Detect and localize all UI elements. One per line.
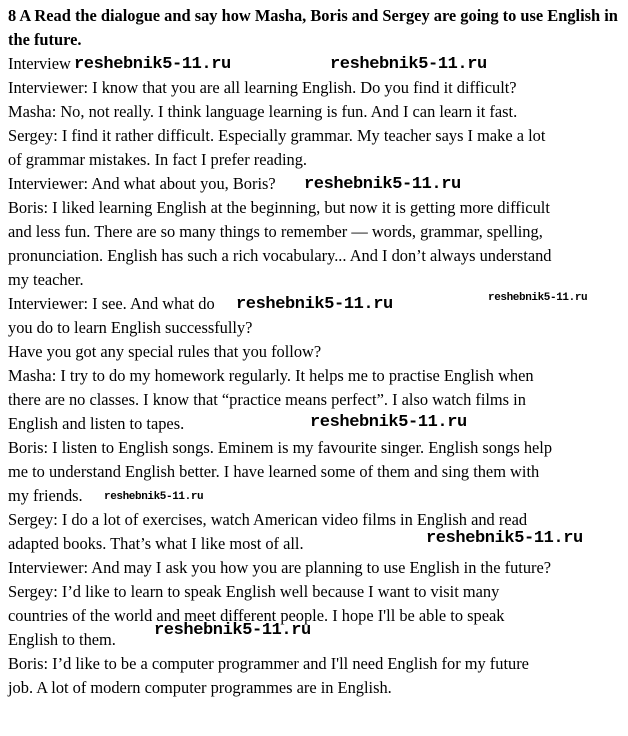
document-page xyxy=(8,4,620,700)
dialogue-line: Interviewer: And what about you, Boris? xyxy=(8,174,276,193)
dialogue-line: me to understand English better. I have learned some of them and sing them with xyxy=(8,462,540,481)
dialogue-line: and less fun. There are so many things to remember — words, grammar, spelling, xyxy=(8,222,543,241)
watermark: reshebnik5-11.ru xyxy=(236,295,393,314)
dialogue-line: you do to learn English successfully? xyxy=(8,318,253,337)
dialogue-line: Sergey: I do a lot of exercises, watch American video films in English and read xyxy=(8,510,528,529)
dialogue-line: Interview xyxy=(8,54,71,73)
dialogue-line: Masha: No, not really. I think language learning is fun. And I can learn it fast. xyxy=(8,102,518,121)
dialogue xyxy=(8,52,620,700)
dialogue-line: Sergey: I find it rather difficult. Especially grammar. My teacher says I make a lot xyxy=(8,126,546,145)
dialogue-line: Sergey: I’d like to learn to speak English well because I want to visit many xyxy=(8,582,500,601)
dialogue-line: Boris: I’d like to be a computer programmer and I'll need English for my future xyxy=(8,654,529,673)
dialogue-line: Interviewer: I see. And what do xyxy=(8,294,215,313)
dialogue-line: English to them. xyxy=(8,630,116,649)
watermark: reshebnik5-11.ru xyxy=(310,413,467,432)
dialogue-line: Interviewer: I know that you are all learning English. Do you find it difficult? xyxy=(8,78,517,97)
watermark: reshebnik5-11.ru xyxy=(154,621,311,640)
watermark: reshebnik5-11.ru xyxy=(426,529,583,548)
dialogue-line: English and listen to tapes. xyxy=(8,414,185,433)
dialogue-line: my friends. xyxy=(8,486,83,505)
watermark: reshebnik5-11.ru xyxy=(330,55,487,74)
dialogue-line: Have you got any special rules that you follow? xyxy=(8,342,322,361)
dialogue-line: there are no classes. I know that “practice means perfect”. I also watch films in xyxy=(8,390,526,409)
watermark: reshebnik5-11.ru xyxy=(488,292,588,304)
watermark: reshebnik5-11.ru xyxy=(304,175,461,194)
dialogue-line: Boris: I liked learning English at the beginning, but now it is getting more difficult xyxy=(8,198,550,217)
dialogue-line: Masha: I try to do my homework regularly. It helps me to practise English when xyxy=(8,366,534,385)
dialogue-line: pronunciation. English has such a rich vocabulary... And I don’t always understand xyxy=(8,246,552,265)
dialogue-line: countries of the world and meet different people. I hope I'll be able to speak xyxy=(8,606,505,625)
watermark: reshebnik5-11.ru xyxy=(104,491,204,503)
watermark: reshebnik5-11.ru xyxy=(74,55,231,74)
dialogue-line: adapted books. That’s what I like most of all. xyxy=(8,534,304,553)
dialogue-line: Interviewer: And may I ask you how you are planning to use English in the future? xyxy=(8,558,552,577)
dialogue-line: of grammar mistakes. In fact I prefer reading. xyxy=(8,150,307,169)
dialogue-line: my teacher. xyxy=(8,270,84,289)
exercise-heading: 8 A Read the dialogue and say how Masha, Boris and Sergey are going to use English in the future. xyxy=(8,6,618,49)
dialogue-line: Boris: I listen to English songs. Eminem is my favourite singer. English songs help xyxy=(8,438,553,457)
dialogue-line: job. A lot of modern computer programmes are in English. xyxy=(8,678,392,697)
